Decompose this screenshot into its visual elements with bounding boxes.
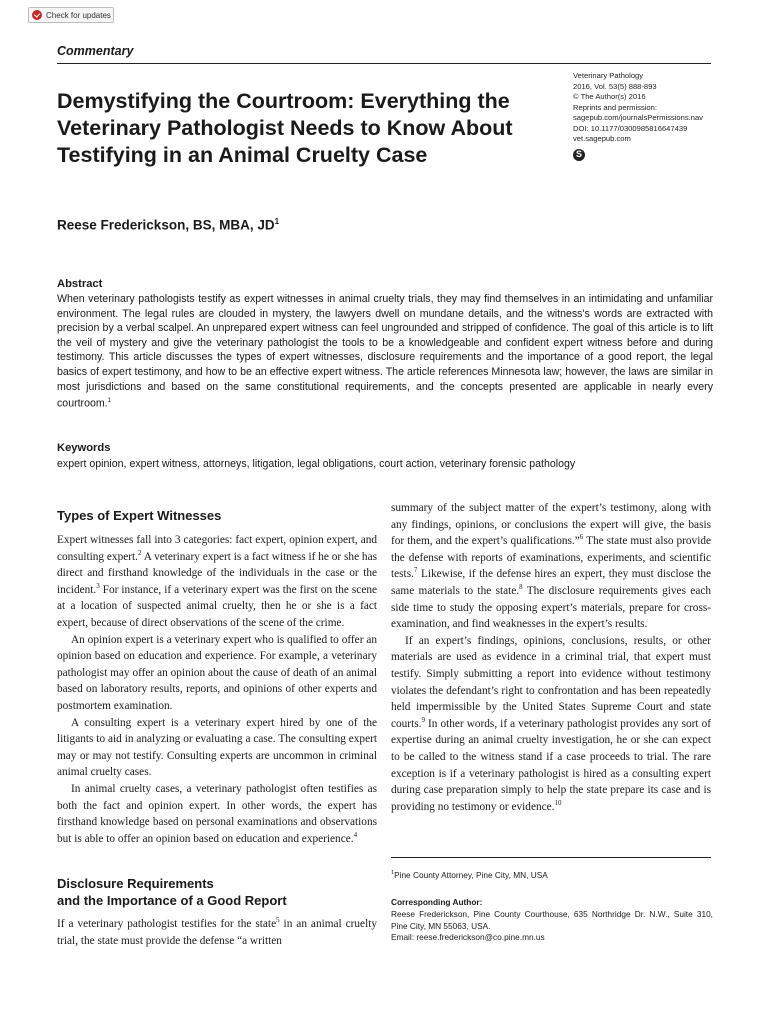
body-column-right [391, 500, 711, 815]
check-for-updates-badge[interactable] [28, 7, 114, 23]
section-label: Commentary [57, 44, 134, 58]
footnote-divider [391, 857, 711, 858]
paragraph: An opinion expert is a veterinary expert who is qualified to offer an opinion based on education and experience. For example, a veterinary pathologist may offer an opinion about the cause of death of an animal based on laboratory results, reports, and opinions of other experts and postmortem examination. [57, 633, 377, 712]
reference-mark[interactable]: 7 [413, 566, 418, 575]
journal-info [573, 71, 723, 161]
reference-mark[interactable]: 2 [137, 548, 142, 557]
paragraph: In animal cruelty cases, a veterinary pathologist often testifies as both the fact and opinion expert. In other words, the expert has firsthand knowledge based on personal examinations and observations but is able to offer an opinion based on education and experience.$^4$ [57, 782, 377, 845]
heading-line: and the Importance of a Good Report [57, 892, 287, 908]
abstract-heading: Abstract [57, 278, 103, 290]
author-name: Reese Frederickson, BS, MBA, JD [57, 217, 275, 233]
paragraph: If a veterinary pathologist testifies for the state$^5$ in an animal cruelty trial, the state must provide the defense “a written [57, 916, 377, 947]
corresponding-address: Reese Frederickson, Pine County Courthouse, 635 Northridge Dr. N.W., Suite 310, Pine City, MN 55063, USA. [391, 909, 713, 931]
footnote-affiliation [391, 870, 548, 880]
keywords-heading: Keywords [57, 442, 111, 454]
check-for-updates-label: Check for updates [46, 10, 111, 20]
journal-copyright: © The Author(s) 2016 [573, 92, 646, 101]
reference-mark[interactable]: 1 [107, 397, 112, 405]
journal-site-link[interactable]: vet.sagepub.com [573, 134, 631, 143]
corresponding-author-heading: Corresponding Author: [391, 897, 483, 907]
author-line [57, 217, 279, 233]
abstract-body: When veterinary pathologists testify as expert witnesses in animal cruelty trials, they may find themselves in an intimidating and unfamiliar environment. The legal rules are clouded in mystery, the lawyers dwell on mundane details, and the witness's words are extracted with precision by a verbal scalpel. An unprepared expert witness can feel ungrounded and stripped of confidence. The goal of this article is to lift the veil of mystery and give the veterinary pathologist the tools to be a knowledgeable and confident expert witness before and during testimony. This article discusses the types of expert witnesses, disclosure requirements and the importance of a good report, the legal basics of expert testimony, and how to be an effective expert witness. The article references Minnesota law; however, the laws are similar in most jurisdictions and based on the same constitutional requirements, and the concepts presented are applicable in nearly every courtroom. [57, 293, 713, 410]
heading-line: Disclosure Requirements [57, 876, 214, 891]
doi-link[interactable]: DOI: 10.1177/0300985816647439 [573, 123, 688, 133]
reference-mark[interactable]: 3 [96, 582, 100, 591]
reference-mark[interactable]: 4 [353, 830, 358, 839]
paragraph: A consulting expert is a veterinary expert hired by one of the litigants to aid in analyzing or evaluating a case. The consulting expert may or may not testify. Consulting experts are uncommon in criminal animal cruelty cases. [57, 716, 377, 779]
journal-reprints: Reprints and permission: [573, 102, 657, 112]
affiliation-text: Pine County Attorney, Pine City, MN, USA [394, 870, 548, 880]
header-divider [57, 63, 711, 64]
reference-mark[interactable]: 8 [519, 583, 523, 592]
body-column-left-continued [57, 916, 377, 949]
paragraph: summary of the subject matter of the expert’s testimony, along with any findings, opinions, or conclusions the expert will give, the basis for them, and the expert’s qualifications.”$^6$ The state must also provide the defense with reports of examinations, experiments, and scientific tests.$^7$ Likewise, if the defense hires an expert, they must disclose the same materials to the state.$^8$ The disclosure requirements gives each side time to study the opposing expert’s materials, prepare for cross-examination, and find weaknesses in the expert’s results. [391, 502, 712, 631]
permissions-link[interactable]: sagepub.com/journalsPermissions.nav [573, 113, 704, 122]
reference-mark[interactable]: 5 [276, 916, 280, 925]
author-affiliation-mark: 1 [274, 217, 280, 226]
abstract-text [57, 292, 713, 411]
journal-volume: 2016, Vol. 53(5) 888-893 [573, 81, 657, 91]
reference-mark[interactable]: 9 [421, 715, 425, 724]
check-icon [32, 10, 42, 20]
paragraph: If an expert’s findings, opinions, conclusions, results, or other materials are used as evidence in a criminal trial, that expert must testify. Simply submitting a report into evidence without testimony violates the defendant’s right to confrontation and has been repeatedly held impermissible by the United States Supreme Court and state courts.$^9$ In other words, if a veterinary pathologist provides any sort of expertise during an animal cruelty investigation, he or she can expect to be called to the witness stand if a case proceeds to trial. The rare exception is if a veterinary pathologist is hired as a consulting expert during case preparation simply to help the state prepare its case and is providing no testimony or evidence.$^{10}$ [391, 634, 711, 813]
body-column-left [57, 532, 377, 847]
reference-mark[interactable]: 6 [579, 533, 584, 542]
section-heading-types: Types of Expert Witnesses [57, 508, 222, 523]
paragraph: Expert witnesses fall into 3 categories: fact expert, opinion expert, and consulting expert.$^2$ A veterinary expert is a fact witness if he or she has direct and firsthand knowledge of the individuals in the case or the incident.$^3$ For instance, if a veterinary expert was the first on the scene at a location of suspected animal cruelty, then he or she is a fact expert, because of direct observations of the scene of the crime. [57, 534, 377, 629]
section-heading-disclosure [57, 876, 287, 909]
keywords-text: expert opinion, expert witness, attorneys, litigation, legal obligations, court action, veterinary forensic pathology [57, 458, 576, 470]
sage-logo-icon: S [573, 149, 585, 161]
affiliation-mark: 1 [391, 870, 395, 877]
journal-name: Veterinary Pathology [573, 71, 644, 80]
article-title: Demystifying the Courtroom: Everything the Veterinary Pathologist Needs to Know About Testifying in an Animal Cruelty Case [57, 89, 513, 167]
corresponding-email[interactable]: Email: reese.frederickson@co.pine.mn.us [391, 932, 545, 942]
reference-mark[interactable]: 10 [554, 798, 562, 807]
corresponding-author-details [391, 909, 713, 944]
